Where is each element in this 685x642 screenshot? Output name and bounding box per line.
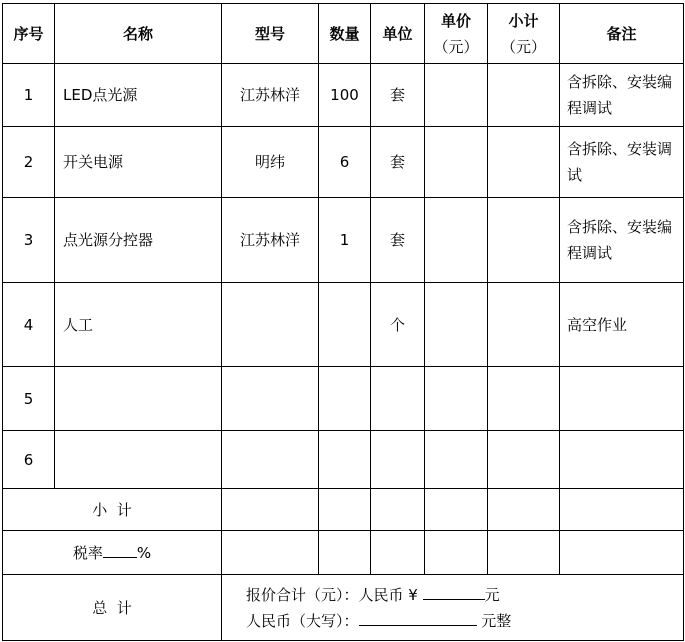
total-line2-suffix: 元整 xyxy=(476,611,512,630)
tax-label xyxy=(3,531,222,575)
cell-subtotal xyxy=(488,283,560,367)
header-remark: 备注 xyxy=(560,4,684,64)
header-unit: 单位 xyxy=(371,4,425,64)
subtotal-cell xyxy=(425,489,488,531)
total-amount-box xyxy=(222,575,684,641)
table-row xyxy=(3,198,684,283)
cell-remark: 含拆除、安装编程调试 xyxy=(560,64,684,127)
cell-name: 人工 xyxy=(55,283,222,367)
cell-name: 开关电源 xyxy=(55,127,222,198)
tax-unit: % xyxy=(136,543,152,562)
subtotal-cell xyxy=(222,489,319,531)
cell-remark: 含拆除、安装编程调试 xyxy=(560,198,684,283)
cell-model: 江苏林洋 xyxy=(222,198,319,283)
cell-unit: 套 xyxy=(371,127,425,198)
subtotal-cell xyxy=(488,489,560,531)
tax-cell xyxy=(371,531,425,575)
header-subtotal-line2: （元） xyxy=(500,37,546,56)
header-subtotal-line1: 小计 xyxy=(508,11,539,30)
subtotal-label xyxy=(3,489,222,531)
header-name: 名称 xyxy=(55,4,222,64)
cell-qty xyxy=(319,283,371,367)
tax-cell xyxy=(488,531,560,575)
header-price-line2: （元） xyxy=(433,37,479,56)
total-words-blank xyxy=(359,625,477,626)
total-line-words xyxy=(246,608,683,634)
table-row xyxy=(3,283,684,367)
cell-qty: 100 xyxy=(319,64,371,127)
cell-subtotal xyxy=(488,431,560,489)
subtotal-cell xyxy=(319,489,371,531)
tax-cell xyxy=(222,531,319,575)
table-row xyxy=(3,431,684,489)
table-row xyxy=(3,127,684,198)
cell-price xyxy=(425,283,488,367)
tax-cell xyxy=(560,531,684,575)
cell-model xyxy=(222,283,319,367)
cell-seq: 3 xyxy=(3,198,55,283)
cell-model xyxy=(222,431,319,489)
cell-seq: 5 xyxy=(3,367,55,431)
cell-remark xyxy=(560,367,684,431)
cell-qty xyxy=(319,367,371,431)
tax-rate-blank xyxy=(103,557,137,558)
cell-remark xyxy=(560,431,684,489)
cell-model: 江苏林洋 xyxy=(222,64,319,127)
total-line-numeric xyxy=(246,582,683,608)
tax-cell xyxy=(425,531,488,575)
tax-cell xyxy=(319,531,371,575)
cell-unit xyxy=(371,431,425,489)
cell-subtotal xyxy=(488,127,560,198)
cell-unit: 套 xyxy=(371,198,425,283)
cell-remark: 含拆除、安装调试 xyxy=(560,127,684,198)
cell-price xyxy=(425,64,488,127)
header-model: 型号 xyxy=(222,4,319,64)
cell-price xyxy=(425,198,488,283)
cell-subtotal xyxy=(488,64,560,127)
cell-name xyxy=(55,431,222,489)
total-line1-suffix: 元 xyxy=(484,585,500,604)
cell-qty xyxy=(319,431,371,489)
cell-name: LED点光源 xyxy=(55,64,222,127)
cell-model: 明纬 xyxy=(222,127,319,198)
cell-seq: 4 xyxy=(3,283,55,367)
cell-unit xyxy=(371,367,425,431)
header-row xyxy=(3,4,684,64)
header-subtotal xyxy=(488,4,560,64)
subtotal-label-text: 小 计 xyxy=(92,500,132,519)
cell-name xyxy=(55,367,222,431)
cell-price xyxy=(425,127,488,198)
total-label xyxy=(3,575,222,641)
tax-label-text: 税率 xyxy=(72,543,103,562)
cell-price xyxy=(425,431,488,489)
quotation-table xyxy=(2,3,684,641)
total-numeric-blank xyxy=(423,599,485,600)
cell-qty: 6 xyxy=(319,127,371,198)
cell-seq: 6 xyxy=(3,431,55,489)
cell-unit: 套 xyxy=(371,64,425,127)
header-qty: 数量 xyxy=(319,4,371,64)
cell-name: 点光源分控器 xyxy=(55,198,222,283)
total-row xyxy=(3,575,684,641)
tax-row xyxy=(3,531,684,575)
subtotal-cell xyxy=(371,489,425,531)
total-line2-prefix: 人民币（大写）： xyxy=(246,611,359,630)
cell-subtotal xyxy=(488,198,560,283)
table-row xyxy=(3,64,684,127)
cell-price xyxy=(425,367,488,431)
cell-unit: 个 xyxy=(371,283,425,367)
total-label-text: 总 计 xyxy=(92,598,132,617)
cell-model xyxy=(222,367,319,431)
subtotal-cell xyxy=(560,489,684,531)
header-price xyxy=(425,4,488,64)
cell-remark: 高空作业 xyxy=(560,283,684,367)
subtotal-row xyxy=(3,489,684,531)
table-row xyxy=(3,367,684,431)
header-price-line1: 单价 xyxy=(440,11,471,30)
cell-seq: 1 xyxy=(3,64,55,127)
total-line1-prefix: 报价合计（元）：人民币 ¥ xyxy=(246,585,423,604)
cell-subtotal xyxy=(488,367,560,431)
header-seq: 序号 xyxy=(3,4,55,64)
cell-seq: 2 xyxy=(3,127,55,198)
cell-qty: 1 xyxy=(319,198,371,283)
